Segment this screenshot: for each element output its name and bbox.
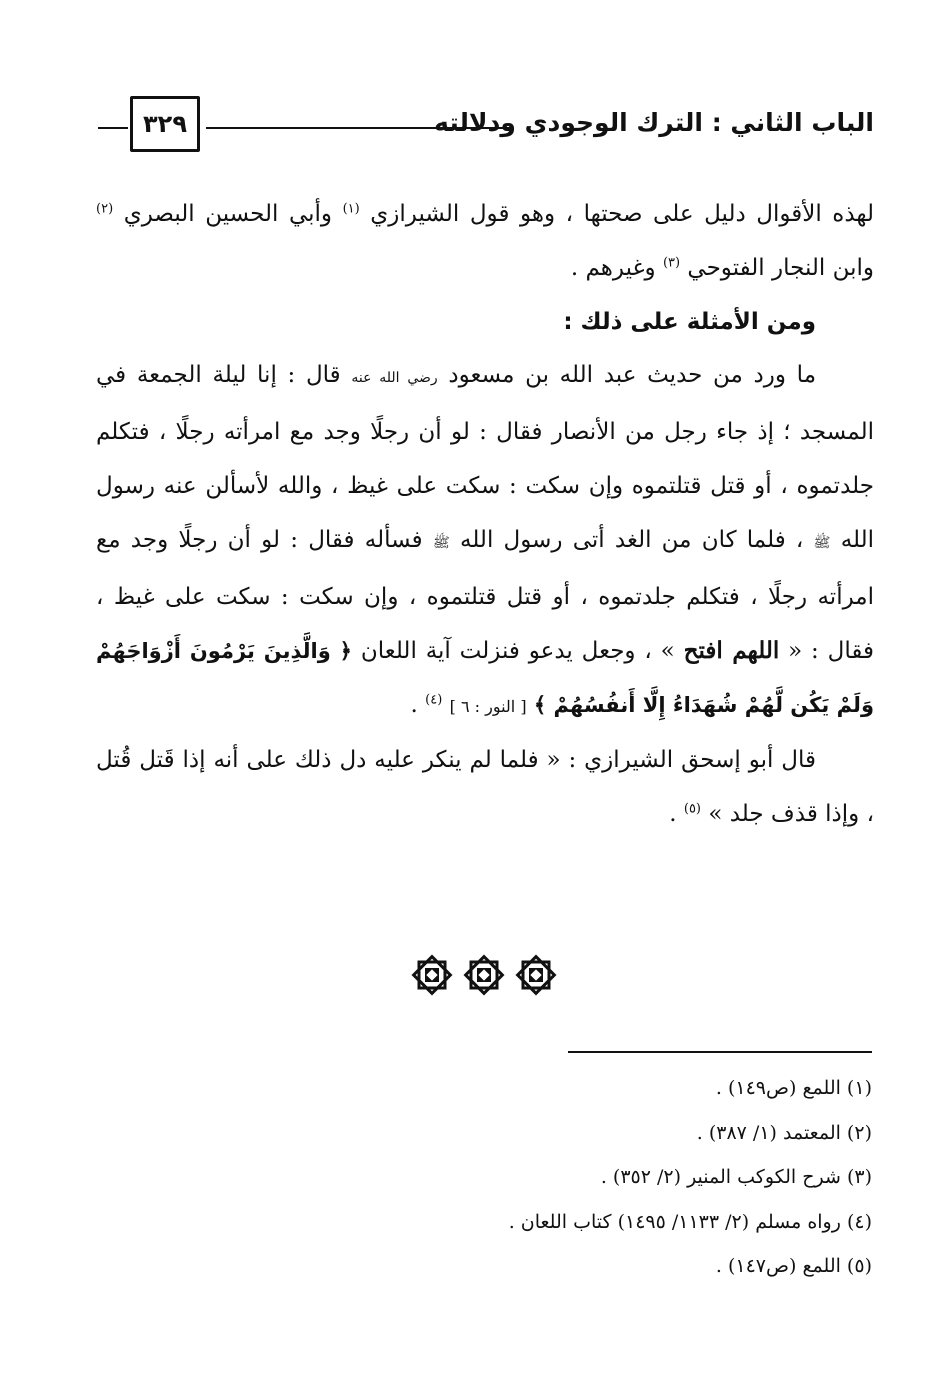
honorific-mark: رضي الله عنه bbox=[351, 370, 438, 387]
verse-citation: [ النور : ٦ ] bbox=[449, 697, 527, 717]
main-text bbox=[96, 188, 874, 842]
footnote-4: (٤) رواه مسلم (٢/ ١١٣٣/ ١٤٩٥) كتاب اللعان . bbox=[508, 1210, 872, 1233]
text-run: ، فلما كان من الغد أتى رسول الله bbox=[459, 526, 804, 553]
footnote-ref-3[interactable]: (٣) bbox=[662, 255, 681, 271]
section-heading-row bbox=[96, 296, 874, 350]
text-run: قال : إنا ليلة الجمعة في المسجد ؛ إذ جاء رجل من الأنصار فقال : لو أن رجلًا وجد مع امرأته رجلًا ، فتكلم جلدتموه ، أو قتل قتلتموه وإن سكت : سكت على غيظ ، والله لأسألن عنه رسول الله bbox=[96, 362, 875, 553]
honorific-mark: ﷺ bbox=[432, 534, 450, 551]
paragraph-3 bbox=[96, 734, 874, 842]
chapter-title: الباب الثاني : الترك الوجودي ودلالته bbox=[434, 108, 874, 137]
paragraph-2 bbox=[96, 349, 874, 734]
page-number: ٣٢٩ bbox=[130, 96, 200, 152]
quran-verse: ﴿ وَالَّذِينَ يَرْمُونَ أَزْوَاجَهُمْ وَلَمْ يَكُن لَّهُمْ شُهَدَاءُ إِلَّا أَنفُسُهُمْ ﴾ bbox=[96, 639, 874, 718]
text-run: ما ورد من حديث عبد الله بن مسعود bbox=[448, 362, 817, 389]
honorific-mark: ﷺ bbox=[813, 534, 831, 551]
text-run: وغيرهم . bbox=[570, 254, 656, 281]
text-run: فسأله فقال : لو أن رجلًا وجد مع امرأته رجلًا ، فتكلم جلدتموه ، أو قتل قتلتموه ، وإن سكت : سكت على غيظ ، فقال : « bbox=[96, 526, 874, 665]
text-run: . bbox=[410, 692, 418, 719]
footnote-ref-4[interactable]: (٤) bbox=[425, 692, 443, 708]
footnote-ref-2[interactable]: (٢) bbox=[96, 201, 114, 217]
star-ornament-icon bbox=[409, 952, 455, 998]
footnote-5: (٥) اللمع (ص١٤٧) . bbox=[715, 1255, 872, 1277]
footnote-ref-5[interactable]: (٥) bbox=[683, 801, 701, 817]
text-run: لهذه الأقوال دليل على صحتها ، وهو قول الشيرازي bbox=[370, 201, 875, 227]
page-header bbox=[98, 96, 874, 158]
footnote-3: (٣) شرح الكوكب المنير (٢/ ٣٥٢) . bbox=[600, 1166, 872, 1188]
footnote-ref-1[interactable]: (١) bbox=[342, 201, 360, 217]
paragraph-1 bbox=[96, 188, 874, 296]
footnote-separator bbox=[568, 1051, 872, 1053]
section-divider-ornament bbox=[409, 952, 559, 998]
star-ornament-icon bbox=[461, 952, 507, 998]
text-run: قال أبو إسحق الشيرازي : « فلما لم ينكر عليه دل ذلك على أنه إذا قَتل قُتل ، وإذا قذف جلد » bbox=[96, 746, 874, 827]
footnote-1: (١) اللمع (ص١٤٩) . bbox=[715, 1077, 872, 1099]
text-run: » ، وجعل يدعو فنزلت آية اللعان bbox=[360, 638, 675, 665]
footnotes bbox=[272, 1066, 872, 1289]
text-run: وابن النجار الفتوحي bbox=[687, 254, 874, 281]
section-heading: ومن الأمثلة على ذلك : bbox=[563, 308, 816, 335]
text-run: وأبي الحسين البصري bbox=[123, 201, 333, 227]
dua-text: اللهم افتح bbox=[683, 637, 780, 665]
text-run: . bbox=[669, 800, 677, 827]
star-ornament-icon bbox=[513, 952, 559, 998]
footnote-2: (٢) المعتمد (١/ ٣٨٧) . bbox=[696, 1121, 872, 1144]
header-rule bbox=[206, 127, 510, 129]
header-rule-end bbox=[98, 127, 128, 129]
